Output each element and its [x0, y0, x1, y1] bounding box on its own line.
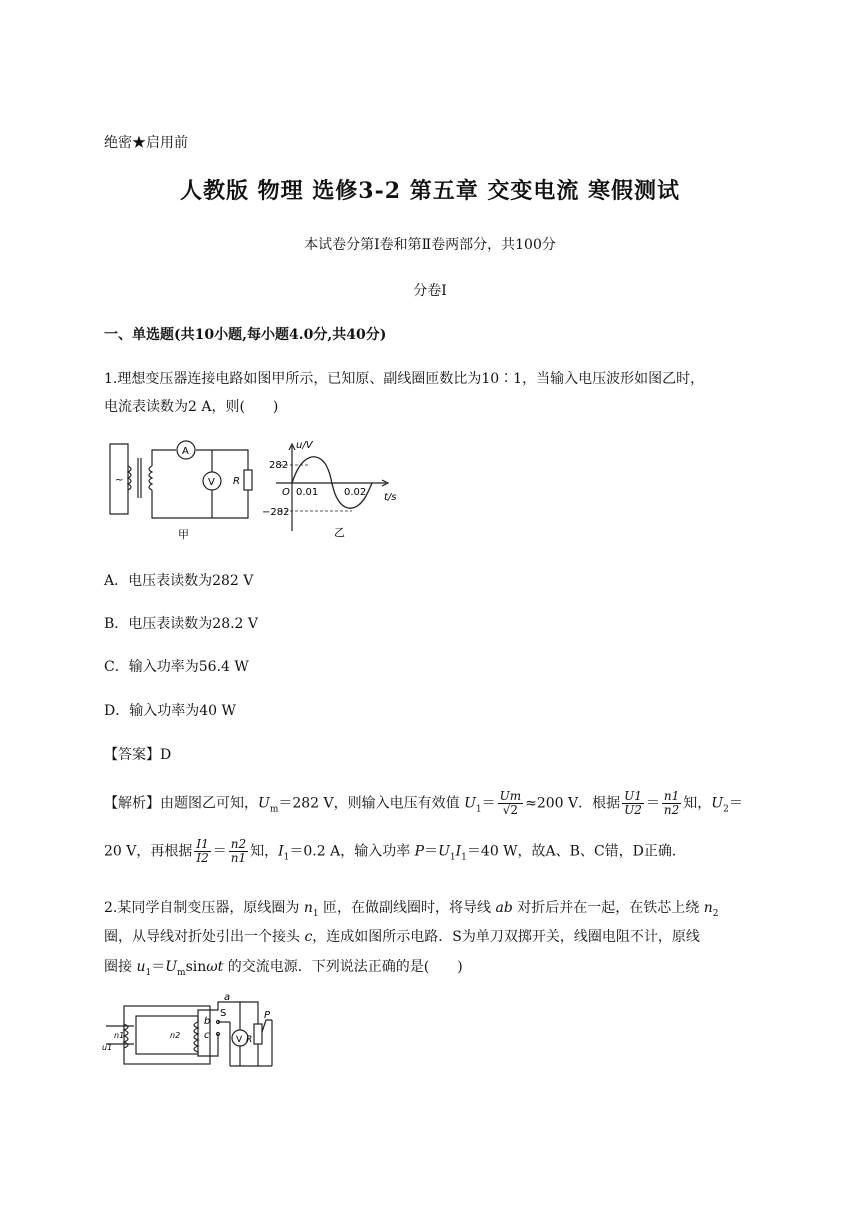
figure-label-yi: 乙 [334, 526, 345, 539]
var-u: U [438, 843, 450, 860]
fraction [622, 790, 644, 817]
sub: 1 [461, 852, 467, 863]
x-tick-002: 0.02 [344, 487, 367, 498]
subtitle: 本试卷分第Ⅰ卷和第Ⅱ卷两部分，共100分 [304, 237, 556, 253]
figure-label-jia: 甲 [178, 528, 189, 541]
self-made-transformer-diagram [106, 1002, 272, 1066]
q2-text: 的交流电源．下列说法正确的是( ) [223, 959, 463, 975]
q1-option-d: D．输入功率为40 W [104, 703, 236, 719]
resistor-label: R [233, 476, 240, 487]
sub: m [269, 804, 279, 815]
fraction-denominator: U2 [624, 803, 642, 817]
var-omega-t: ωt [206, 959, 224, 975]
q1-option-c: C．输入功率为56.4 W [104, 659, 249, 675]
fraction-numerator: n1 [663, 789, 680, 803]
voltmeter-label: V [208, 477, 215, 488]
var-u: U [165, 959, 178, 975]
equals: ＝ [481, 795, 496, 812]
analysis-text: 20 V，再根据 [104, 843, 193, 860]
equals: ＝ [151, 959, 166, 975]
sub: 1 [283, 852, 290, 863]
fraction [194, 838, 210, 865]
fraction-denominator: √2 [502, 803, 519, 817]
part-label: 分卷I [413, 283, 447, 299]
origin-label: O [282, 487, 290, 498]
equals: ＝ [212, 843, 227, 860]
fraction-numerator: n2 [230, 837, 247, 851]
sub: 2 [723, 804, 729, 815]
q2-stem-line3 [104, 956, 463, 978]
sub: 1 [312, 908, 319, 919]
var-p: P [414, 843, 425, 860]
q1-answer: 【答案】D [104, 747, 172, 763]
fraction-numerator: I1 [196, 837, 209, 851]
ammeter-label: A [182, 446, 189, 457]
var-c: c [304, 929, 313, 945]
fraction-denominator: I2 [196, 851, 209, 865]
transformer-circuit-diagram [110, 441, 388, 531]
analysis-text: 知， [683, 795, 712, 812]
var-u: u [136, 959, 146, 975]
q2-figure [100, 994, 280, 1074]
q1-analysis-line2 [104, 838, 686, 865]
analysis-text: 知， [250, 843, 279, 860]
switch-s: S [220, 1008, 227, 1019]
q2-text: 圈，从导线对折处引出一个接头 [104, 929, 305, 945]
analysis-text: 【解析】由题图乙可知， [104, 795, 258, 812]
label-n1: n1 [114, 1031, 125, 1040]
var-n: n [303, 900, 313, 916]
fraction-numerator: Um [499, 789, 522, 803]
analysis-text: ≈200 V．根据 [525, 795, 621, 812]
var-u: U [711, 795, 724, 812]
q1-stem-line1: 1.理想变压器连接电路如图甲所示，已知原、副线圈匝数比为10∶1，当输入电压波形如图乙时， [104, 371, 705, 387]
fraction-denominator: n2 [663, 803, 680, 817]
q2-text: 匝，在做副线圈时，将导线 [318, 900, 496, 916]
q2-text: sin [185, 959, 207, 975]
q1-option-a: A．电压表读数为282 V [104, 573, 254, 589]
source-symbol: ~ [115, 475, 124, 486]
analysis-text: ＝0.2 A，输入功率 [289, 843, 415, 860]
var-u: U [464, 795, 476, 812]
fraction [229, 838, 248, 865]
var-i: I [455, 843, 462, 860]
var-u: U [258, 795, 270, 812]
var-n: n [703, 900, 713, 916]
fraction [662, 790, 681, 817]
sub: 1 [145, 967, 152, 978]
analysis-text: ＝282 V，则输入电压有效值 [278, 795, 465, 812]
var-i: I [278, 843, 284, 860]
q1-analysis-line1 [104, 790, 743, 817]
terminal-b: b [204, 1016, 211, 1027]
q1-option-b: B．电压表读数为28.2 V [104, 616, 259, 632]
q2-text: 对折后并在一起，在铁芯上绕 [512, 900, 704, 916]
axis-x-label: t/s [384, 492, 397, 503]
q2-text: 2.某同学自制变压器，原线圈为 [104, 900, 304, 916]
equals: ＝ [424, 843, 439, 860]
label-n2: n2 [170, 1031, 181, 1040]
y-min-label: −282 [262, 507, 290, 518]
sub: m [177, 967, 186, 978]
y-max-label: 282 [269, 460, 289, 471]
q2-text: 圈接 [104, 959, 137, 975]
resistor-r: R [246, 1035, 253, 1045]
fraction-numerator: U1 [624, 789, 642, 803]
axis-y-label: u/V [296, 440, 313, 451]
q2-stem-line1 [104, 897, 718, 919]
analysis-text: ＝ [728, 795, 743, 812]
q1-stem-line2: 电流表读数为2 A，则( ) [104, 399, 279, 415]
voltmeter-label: V [236, 1035, 243, 1045]
var-ab: ab [495, 900, 513, 916]
fraction-denominator: n1 [230, 851, 247, 865]
page-title: 人教版 物理 选修3-2 第五章 交变电流 寒假测试 [179, 178, 681, 204]
analysis-text: ＝40 W，故A、B、C错，D正确． [466, 843, 686, 860]
slider-p: P [264, 1010, 271, 1021]
terminal-c: c [204, 1030, 210, 1041]
sub: 2 [712, 908, 719, 919]
sub: 1 [449, 852, 456, 863]
q2-stem-line2 [104, 926, 700, 946]
terminal-a: a [224, 994, 231, 1003]
q2-text: ，连成如图所示电路．S为单刀双掷开关，线圈电阻不计，原线 [312, 929, 700, 945]
label-u1: u1 [102, 1043, 113, 1052]
fraction [498, 790, 524, 817]
secret-label: 绝密★启用前 [104, 135, 188, 151]
q1-figure [104, 436, 404, 544]
sub: 1 [475, 804, 482, 815]
equals: ＝ [645, 795, 660, 812]
x-tick-001: 0.01 [296, 487, 319, 498]
section-heading: 一、单选题(共10小题,每小题4.0分,共40分) [104, 327, 387, 343]
